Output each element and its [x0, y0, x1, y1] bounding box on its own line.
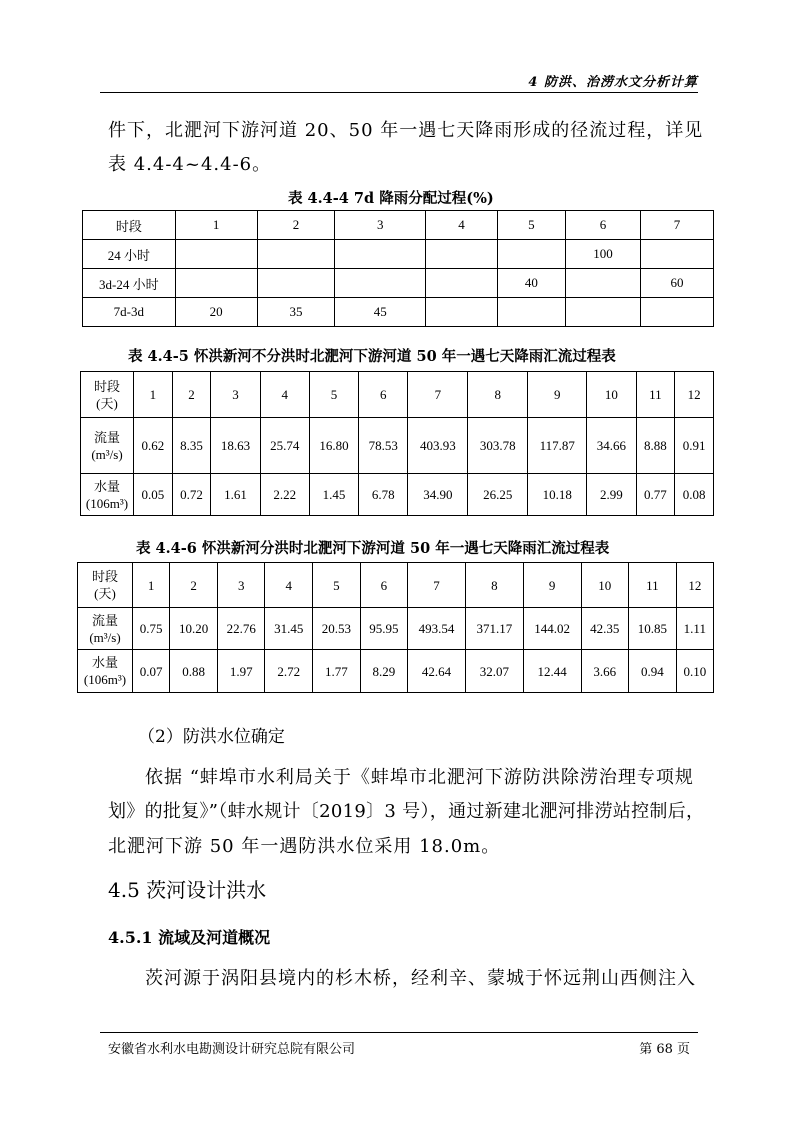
table-cell: 1.11 — [676, 608, 713, 650]
table-4-4-6-caption: 表 4.4-6 怀洪新河分洪时北淝河下游河道 50 年一遇七天降雨汇流过程表 — [136, 540, 610, 557]
table-cell: 1 — [134, 372, 173, 418]
table-cell: 0.94 — [629, 650, 677, 693]
table-cell: 10.20 — [170, 608, 218, 650]
table-4-4-4 — [82, 210, 714, 327]
row-unit: (天) — [94, 586, 116, 601]
table-cell: 31.45 — [265, 608, 313, 650]
table-cell: 6 — [360, 563, 408, 608]
table-row-period — [78, 563, 714, 608]
table-cell: 42.64 — [408, 650, 466, 693]
table-cell — [257, 240, 335, 269]
table-cell: 12 — [676, 563, 713, 608]
row-label: 时段 — [91, 569, 118, 584]
table-4-4-6 — [77, 562, 714, 693]
table-cell: 42.35 — [581, 608, 629, 650]
body-line: 北淝河下游 50 年一遇防洪水位采用 18.0m。 — [108, 836, 501, 857]
table-cell: 7 — [640, 211, 713, 240]
section-heading: （2）防洪水位确定 — [138, 727, 285, 747]
table-cell: 35 — [257, 298, 335, 327]
row-unit: (m³/s) — [89, 629, 121, 645]
table-cell: 0.05 — [134, 474, 173, 516]
table-cell: 1.77 — [313, 650, 361, 693]
table-cell: 100 — [565, 240, 640, 269]
row-unit: (106m³) — [83, 672, 127, 687]
table-cell: 0.62 — [134, 418, 173, 474]
table-cell: 60 — [640, 269, 713, 298]
body-line: 划》的批复》”（蚌水规计〔2019〕3 号），通过新建北淝河排涝站控制后， — [108, 801, 705, 822]
table-cell: 时段 — [83, 211, 176, 240]
table-cell: 8 — [465, 563, 523, 608]
row-unit: (106m³) — [85, 495, 129, 511]
table-cell: 144.02 — [523, 608, 581, 650]
table-cell: 4 — [260, 372, 309, 418]
table-cell: 2.72 — [265, 650, 313, 693]
table-cell: 2.99 — [587, 474, 636, 516]
table-cell: 20 — [175, 298, 257, 327]
table-cell: 32.07 — [465, 650, 523, 693]
table-cell: 25.74 — [260, 418, 309, 474]
table-cell: 1.61 — [211, 474, 260, 516]
intro-line-2: 表 4.4-4~4.4-6。 — [108, 154, 272, 175]
row-header — [81, 372, 134, 418]
table-cell — [497, 298, 565, 327]
table-cell: 6 — [359, 372, 408, 418]
table-cell: 7d-3d — [83, 298, 176, 327]
table-cell: 3 — [217, 563, 265, 608]
table-cell: 45 — [335, 298, 426, 327]
table-cell — [335, 269, 426, 298]
table-row-volume — [78, 650, 714, 693]
table-cell: 493.54 — [408, 608, 466, 650]
table-cell: 1 — [175, 211, 257, 240]
row-header — [78, 608, 133, 650]
footer-rule — [100, 1032, 698, 1033]
table-cell — [640, 240, 713, 269]
table-cell: 10 — [581, 563, 629, 608]
table-cell: 2 — [257, 211, 335, 240]
table-cell: 371.17 — [465, 608, 523, 650]
table-row-period — [81, 372, 714, 418]
table-cell: 11 — [636, 372, 675, 418]
table-cell: 5 — [313, 563, 361, 608]
row-unit: (天) — [96, 395, 118, 411]
table-row — [83, 298, 714, 327]
table-cell: 0.72 — [172, 474, 211, 516]
table-cell: 1.97 — [217, 650, 265, 693]
table-cell: 24 小时 — [83, 240, 176, 269]
table-cell: 4 — [265, 563, 313, 608]
table-cell — [426, 240, 498, 269]
page-number: 第 68 页 — [639, 1042, 690, 1057]
table-row — [83, 269, 714, 298]
table-4-4-5-caption: 表 4.4-5 怀洪新河不分洪时北淝河下游河道 50 年一遇七天降雨汇流过程表 — [128, 348, 616, 365]
table-cell: 16.80 — [309, 418, 358, 474]
table-cell: 18.63 — [211, 418, 260, 474]
table-cell: 0.08 — [675, 474, 714, 516]
body-line: 茨河源于涡阳县境内的杉木桥，经利辛、蒙城于怀远荆山西侧注入 — [145, 968, 696, 989]
table-cell: 11 — [629, 563, 677, 608]
table-cell — [565, 298, 640, 327]
row-label: 时段 — [93, 378, 120, 394]
table-cell: 3 — [335, 211, 426, 240]
table-cell: 0.77 — [636, 474, 675, 516]
table-row-flow — [78, 608, 714, 650]
table-cell: 10.18 — [528, 474, 587, 516]
table-cell — [565, 269, 640, 298]
footer-organization: 安徽省水利水电勘测设计研究总院有限公司 — [108, 1042, 356, 1057]
row-label: 流量 — [93, 429, 120, 445]
table-cell: 10.85 — [629, 608, 677, 650]
row-header — [81, 418, 134, 474]
table-cell — [257, 269, 335, 298]
table-cell: 34.66 — [587, 418, 636, 474]
table-cell: 2 — [172, 372, 211, 418]
table-cell: 8.88 — [636, 418, 675, 474]
table-cell: 12 — [675, 372, 714, 418]
row-label: 流量 — [91, 612, 118, 628]
table-cell — [175, 269, 257, 298]
table-cell: 3 — [211, 372, 260, 418]
table-cell: 303.78 — [468, 418, 528, 474]
table-cell: 78.53 — [359, 418, 408, 474]
table-cell: 6 — [565, 211, 640, 240]
table-cell: 1.45 — [309, 474, 358, 516]
table-cell: 95.95 — [360, 608, 408, 650]
header-rule — [100, 92, 698, 93]
table-cell: 0.75 — [133, 608, 170, 650]
row-header — [78, 563, 133, 608]
table-cell — [175, 240, 257, 269]
table-cell: 2.22 — [260, 474, 309, 516]
table-cell: 10 — [587, 372, 636, 418]
table-cell: 6.78 — [359, 474, 408, 516]
row-unit: (m³/s) — [91, 446, 123, 462]
table-header-row — [83, 211, 714, 240]
table-cell: 1 — [133, 563, 170, 608]
table-4-4-5 — [80, 371, 714, 516]
chapter-header: 4 防洪、治涝水文分析计算 — [528, 75, 698, 90]
table-cell: 403.93 — [408, 418, 468, 474]
section-title: 4.5 茨河设计洪水 — [108, 878, 267, 902]
table-cell: 5 — [497, 211, 565, 240]
table-4-4-4-caption: 表 4.4-4 7d 降雨分配过程(%) — [288, 190, 494, 207]
table-cell: 20.53 — [313, 608, 361, 650]
table-cell: 8.29 — [360, 650, 408, 693]
intro-line-1: 件下，北淝河下游河道 20、50 年一遇七天降雨形成的径流过程，详见 — [108, 120, 704, 141]
table-cell: 0.07 — [133, 650, 170, 693]
table-cell: 8.35 — [172, 418, 211, 474]
table-cell: 7 — [408, 372, 468, 418]
row-label: 水量 — [93, 478, 120, 494]
table-cell: 0.91 — [675, 418, 714, 474]
table-row — [83, 240, 714, 269]
table-cell — [640, 298, 713, 327]
row-header — [81, 474, 134, 516]
table-cell — [497, 240, 565, 269]
table-cell: 9 — [523, 563, 581, 608]
table-cell: 7 — [408, 563, 466, 608]
table-cell: 4 — [426, 211, 498, 240]
body-line: 依据 “蚌埠市水利局关于《蚌埠市北淝河下游防洪除涝治理专项规 — [145, 767, 694, 788]
subsection-title: 4.5.1 流域及河道概况 — [108, 928, 271, 947]
table-cell: 26.25 — [468, 474, 528, 516]
table-cell — [426, 269, 498, 298]
table-cell: 40 — [497, 269, 565, 298]
table-cell: 5 — [309, 372, 358, 418]
table-cell: 3.66 — [581, 650, 629, 693]
table-cell: 0.88 — [170, 650, 218, 693]
table-cell: 34.90 — [408, 474, 468, 516]
table-cell: 0.10 — [676, 650, 713, 693]
table-row-volume — [81, 474, 714, 516]
table-cell — [426, 298, 498, 327]
table-cell: 9 — [528, 372, 587, 418]
table-cell: 117.87 — [528, 418, 587, 474]
table-cell: 8 — [468, 372, 528, 418]
table-cell: 3d-24 小时 — [83, 269, 176, 298]
row-label: 水量 — [91, 655, 118, 670]
table-cell — [335, 240, 426, 269]
table-cell: 2 — [170, 563, 218, 608]
table-row-flow — [81, 418, 714, 474]
row-header — [78, 650, 133, 693]
table-cell: 12.44 — [523, 650, 581, 693]
table-cell: 22.76 — [217, 608, 265, 650]
